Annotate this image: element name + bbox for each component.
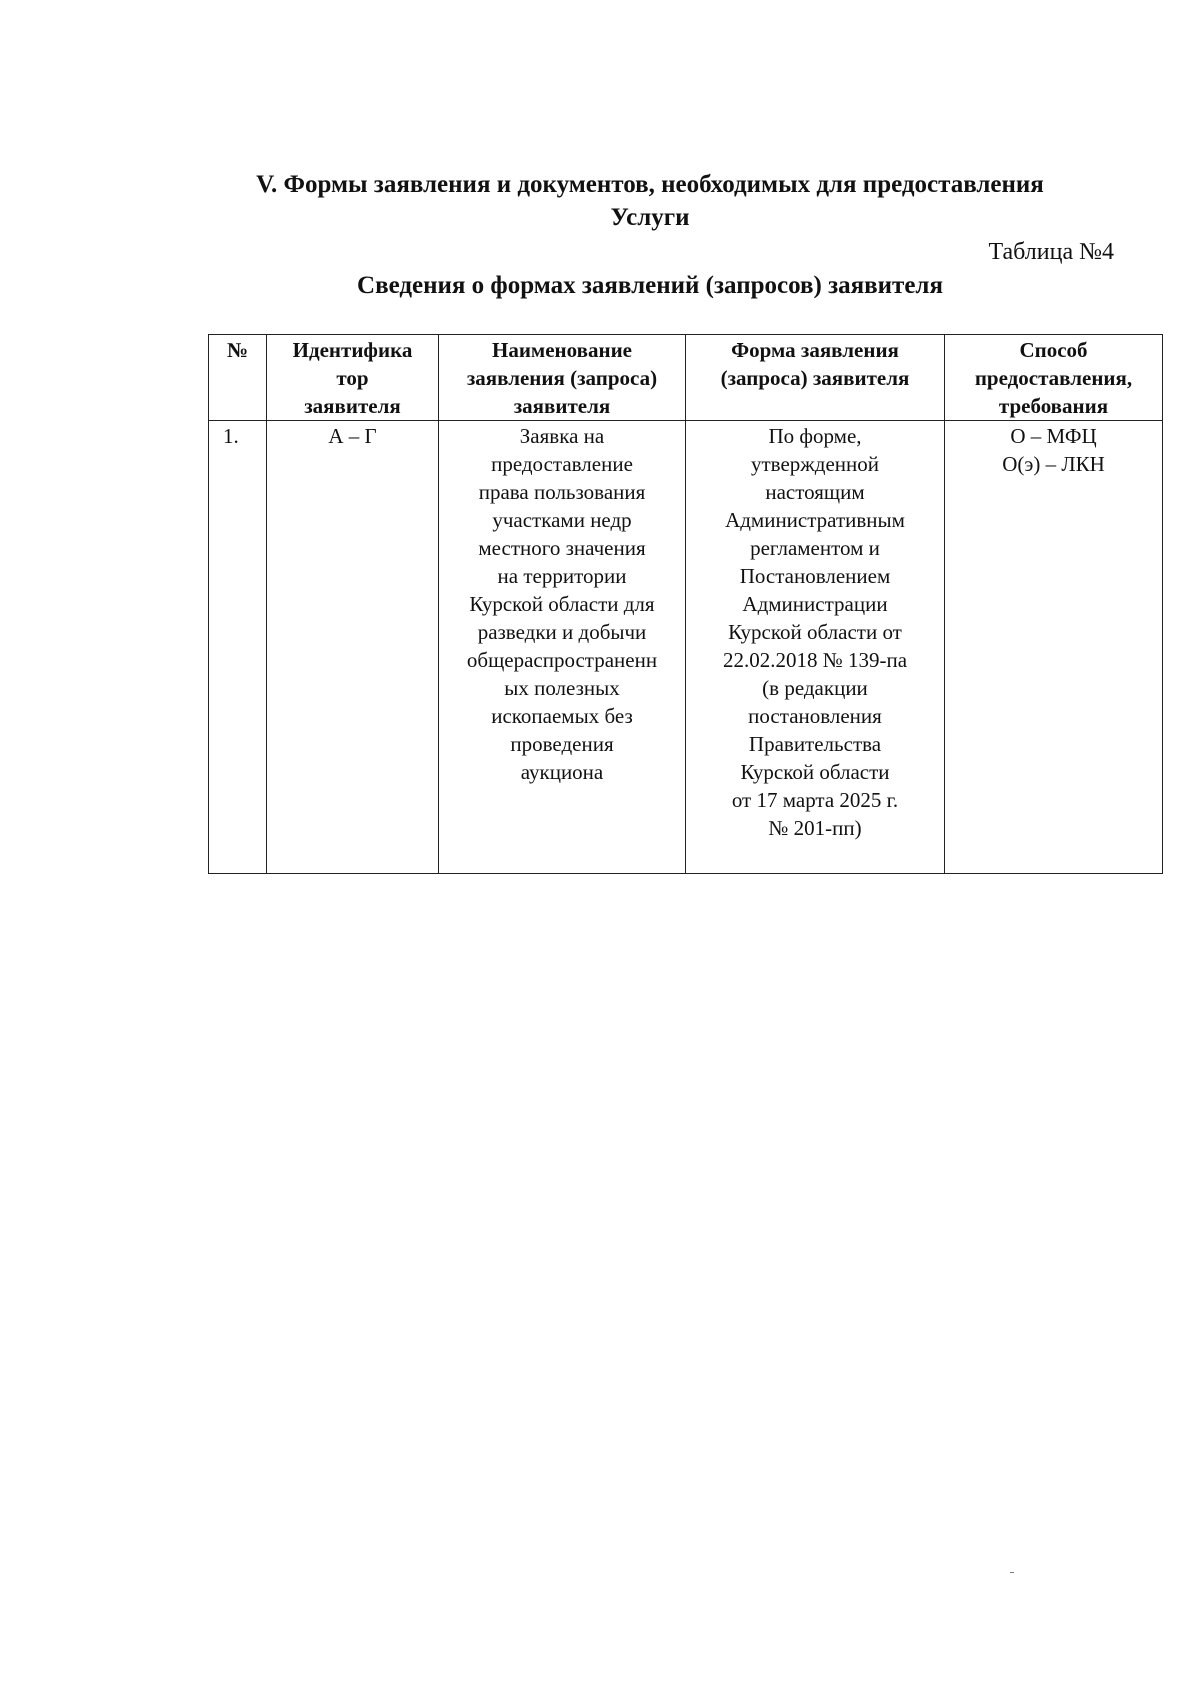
cell-submission-method-line: О – МФЦ	[1010, 424, 1097, 448]
cell-application-name	[439, 421, 686, 874]
table-header	[209, 335, 1163, 421]
header-applicant-id-line: заявителя	[304, 394, 401, 418]
cell-application-name-line: на территории	[497, 564, 627, 588]
header-applicant-id-line: тор	[336, 366, 369, 390]
cell-number-line: 1.	[223, 424, 239, 448]
header-number-line: №	[226, 338, 249, 362]
cell-application-form-line: регламентом и	[750, 536, 880, 560]
table-caption: Сведения о формах заявлений (запросов) заявителя	[357, 272, 943, 299]
header-application-name	[439, 335, 686, 421]
cell-application-form-line: Курской области	[740, 760, 890, 784]
table-body	[209, 421, 1163, 874]
header-submission-method-line: требования	[998, 394, 1109, 418]
page-title	[150, 168, 1150, 234]
cell-number	[209, 421, 267, 874]
cell-application-form-line: (в редакции	[762, 676, 868, 700]
cell-application-name-line: ископаемых без	[491, 704, 633, 728]
header-application-form-line: (запроса) заявителя	[720, 366, 910, 390]
cell-submission-method	[945, 421, 1163, 874]
cell-application-form-line: Курской области от	[728, 620, 902, 644]
cell-application-name-line: разведки и добычи	[477, 620, 647, 644]
cell-application-name-line: общераспространенн	[466, 648, 658, 672]
cell-application-name-line: Заявка на	[519, 424, 605, 448]
table-row	[209, 421, 1163, 874]
cell-application-name-line: права пользования	[478, 480, 646, 504]
cell-application-form-line: Администрации	[742, 592, 888, 616]
table-number: Таблица №4	[988, 239, 1114, 265]
page-title-line-1: V. Формы заявления и документов, необходимых для предоставления	[256, 171, 1044, 198]
header-submission-method-line: предоставления,	[974, 366, 1133, 390]
cell-application-form-line: утвержденной	[750, 452, 880, 476]
cell-application-form-line: № 201-пп)	[768, 816, 862, 840]
cell-applicant-id	[267, 421, 439, 874]
page-title-line-2: Услуги	[610, 204, 690, 231]
cell-application-form-line: По форме,	[768, 424, 862, 448]
header-application-form	[686, 335, 945, 421]
header-application-name-line: заявления (запроса)	[466, 366, 658, 390]
cell-application-name-line: ых полезных	[504, 676, 620, 700]
header-number	[209, 335, 267, 421]
cell-application-name-line: Курской области для	[469, 592, 655, 616]
cell-application-form-line: Правительства	[748, 732, 882, 756]
cell-application-form-line: постановления	[748, 704, 882, 728]
header-submission-method-line: Способ	[1019, 338, 1088, 362]
cell-application-form-line: Постановлением	[739, 564, 891, 588]
cell-application-form-line: настоящим	[765, 480, 865, 504]
header-application-form-line: Форма заявления	[731, 338, 899, 362]
cell-application-form-line: от 17 марта 2025 г.	[731, 788, 899, 812]
header-application-name-line: заявителя	[513, 394, 611, 418]
cell-submission-method-line: О(э) – ЛКН	[1002, 452, 1105, 476]
cell-application-form-line: 22.02.2018 № 139-па	[722, 648, 908, 672]
header-applicant-id	[267, 335, 439, 421]
cell-application-name-line: предоставление	[491, 452, 633, 476]
cell-application-name-line: проведения	[510, 732, 614, 756]
application-forms-table	[208, 334, 1163, 874]
table-header-row	[209, 335, 1163, 421]
cell-application-form	[686, 421, 945, 874]
header-application-name-line: Наименование	[492, 338, 632, 362]
cell-application-name-line: аукциона	[520, 760, 604, 784]
cell-application-name-line: участками недр	[492, 508, 632, 532]
scan-artifact	[1010, 1572, 1014, 1573]
header-applicant-id-line: Идентифика	[292, 338, 413, 362]
cell-applicant-id-line: А – Г	[328, 424, 377, 448]
cell-application-form-line: Административным	[725, 508, 905, 532]
header-submission-method	[945, 335, 1163, 421]
cell-application-name-line: местного значения	[478, 536, 646, 560]
